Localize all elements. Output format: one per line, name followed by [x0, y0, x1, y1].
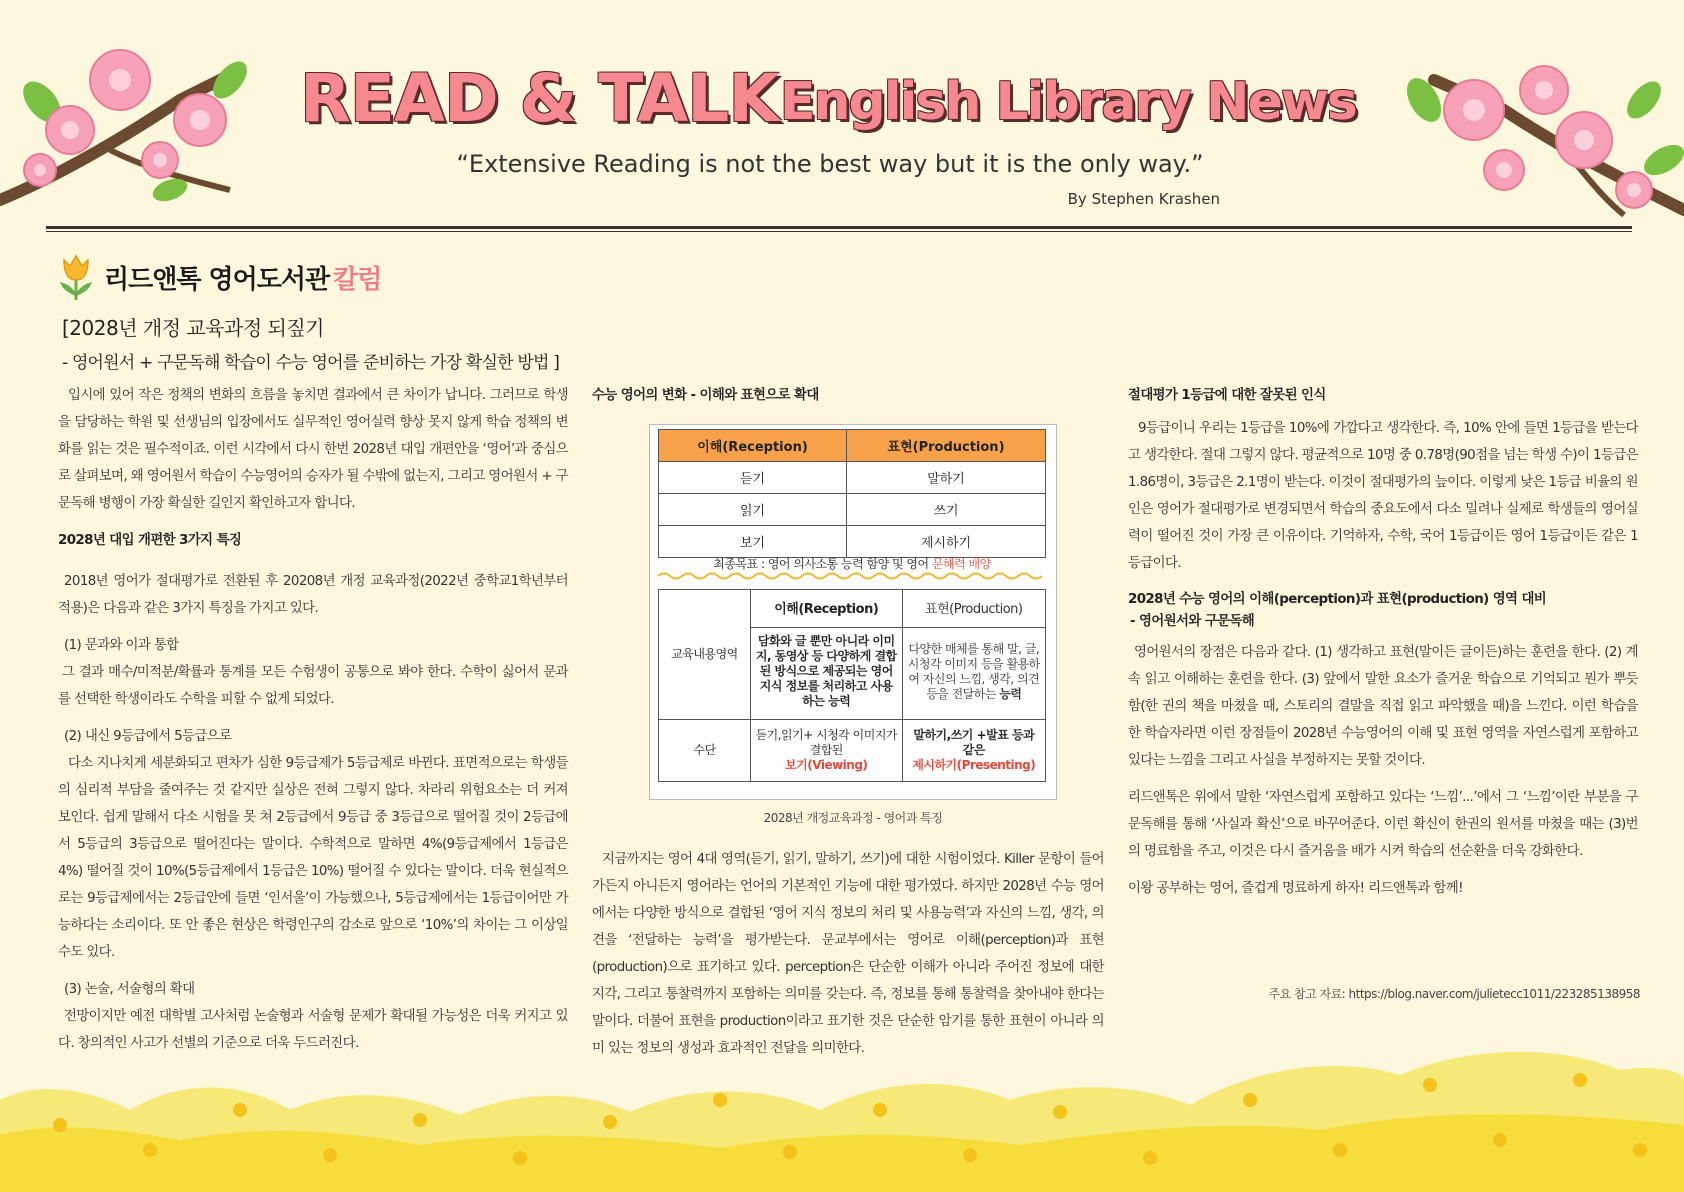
paragraph: 2018년 영어가 절대평가로 전환된 후 20208년 개정 교육과정(2022년 중학교1학년부터 적용)은 다음과 같은 3가지 특징을 가지고 있다. — [58, 574, 568, 616]
article-title: [2028년 개정 교육과정 되짚기 — [62, 316, 324, 340]
section-heading: 2028년 수능 영어의 이해(perception)과 표현(production) 영역 대비 — [1128, 592, 1547, 607]
reception-head: 이해(Reception) — [751, 590, 903, 628]
article-subtitle: - 영어원서 + 구문독해 학습이 수능 영어를 준비하는 가장 확실한 방법 ] — [62, 353, 560, 373]
skills-table — [658, 429, 1046, 558]
title-sub: English Library News — [780, 72, 1356, 132]
paragraph: 이왕 공부하는 영어, 즐겁게 명료하게 하자! 리드앤톡과 함께! — [1128, 881, 1463, 896]
article-intro: 입시에 있어 작은 정책의 변화의 흐름을 놓치면 결과에서 큰 차이가 납니다. 그러므로 학생을 담당하는 학원 및 선생님의 입장에서도 실무적인 영어실력 향상 못지 않게 학습 정책의 변화를 읽는 것은 필수적이죠. 이런 시각에서 다시 한번 2028년 대입 개편안을 ‘영어’과 중심으로 살펴보며, 왜 영어원서 학습이 수능영어의 승자가 될 수밖에 없는지, 그리고 영어원서 + 구문독해 병행이 가장 확실한 길인지 확인하고자 합니다. — [58, 388, 568, 511]
section-heading: 2028년 대입 개편한 3가지 특징 — [58, 533, 242, 548]
item-heading: (3) 논술, 서술형의 확대 — [64, 982, 195, 997]
reception-means — [751, 720, 903, 782]
title-main: READ & TALK — [300, 60, 779, 137]
table-header: 이해(Reception) — [659, 430, 847, 462]
table-cell: 보기 — [659, 526, 847, 558]
reception-means-text: 듣기,읽기+ 시청각 이미지가 결합된 — [755, 728, 898, 757]
reception-means-highlight: 보기(Viewing) — [785, 758, 868, 772]
section-heading: 수능 영어의 변화 - 이해와 표현으로 확대 — [592, 388, 819, 403]
section-heading: 절대평가 1등급에 대한 잘못된 인식 — [1128, 388, 1326, 403]
row-label: 교육내용영역 — [659, 590, 751, 720]
forsythia-bushes — [0, 1040, 1684, 1192]
paragraph: 지금까지는 영어 4대 영역(듣기, 읽기, 말하기, 쓰기)에 대한 시험이었다. Killer 문항이 들어가든지 아니든지 영어라는 언어의 기본적인 기능에 대한 평가였다. 하지만 2028년 수능 영어에서는 다양한 방식으로 결합된 ‘영어 지식 정보의 처리 및 사용능력’과 자신의 느낌, 생각, 의견을 ‘전달하는 능력’을 평가받는다. 문교부에서는 영어로 이해(perception)과 표현(production)으로 표기하고 있다. perception은 단순한 이해가 아니라 주어진 정보에 대한 지각, 그리고 통찰력까지 포함하는 의미를 갖는다. 즉, 정보를 통해 통찰력을 찾아내야 한다는 말이다. 더불어 표현을 production이라고 표기한 것은 단순한 암기를 통한 표현이 아니라 의미 있는 정보의 생성과 효과적인 전달을 의미한다. — [592, 852, 1104, 1056]
production-means-text: 말하기,쓰기 +발표 등과 같은 — [913, 728, 1035, 757]
table-cell: 제시하기 — [847, 526, 1046, 558]
column-1 — [58, 382, 568, 1057]
column-2 — [592, 382, 1104, 409]
paragraph: 9등급이니 우리는 1등급을 10%에 가깝다고 생각한다. 즉, 10% 안에 들면 1등급을 받는다고 생각한다. 절대 그렇지 않다. 평균적으로 10명 중 0.78명(90점을 넘는 학생 수)이 1등급은 1.86명이, 3등급은 2.1명이 받는다. 이것이 절대평가의 늪이다. 이렇게 낮은 1등급 비율의 원인은 영어가 절대평가로 변경되면서 학습의 중요도에서 다소 밀려나 실제로 학생들의 영어실력이 떨어진 것이 가장 큰 이유이다. 기억하자, 수학, 국어 1등급이든 영어 1등급이든 같은 1등급이다. — [1128, 421, 1638, 571]
final-goal-text: 최종목표 : 영어 의사소통 능력 함양 및 영어 — [713, 557, 932, 571]
column-heading-label: 리드앤톡 영어도서관 — [104, 264, 330, 295]
table-cell: 듣기 — [659, 462, 847, 494]
column-3 — [1128, 382, 1638, 902]
production-body-text: 다양한 매체를 통해 말, 글,시청각 이미지 등을 활용하여 자신의 느낌, 생각, 의견 등을 전달하는 — [907, 641, 1040, 701]
header-divider — [46, 226, 1632, 229]
quote-author: By Stephen Krashen — [1067, 190, 1220, 208]
content-table — [658, 589, 1046, 782]
paragraph: 그 결과 매수/미적분/확률과 통계를 모든 수험생이 공통으로 봐야 한다. 수학이 싫어서 문과를 선택한 학생이라도 수학을 피할 수 없게 되었다. — [58, 665, 568, 707]
production-body-bold: 능력 — [999, 686, 1022, 701]
production-head: 표현(Production) — [902, 590, 1045, 628]
column-heading-accent: 칼럼 — [333, 264, 382, 295]
production-body — [902, 628, 1045, 720]
row-label: 수단 — [659, 720, 751, 782]
final-goal — [658, 555, 1046, 572]
newsletter-title — [300, 60, 1400, 140]
cherry-blossom-branch-right — [1394, 40, 1684, 230]
item-heading: (2) 내신 9등급에서 5등급으로 — [64, 729, 232, 744]
final-goal-highlight: 문해력 배양 — [931, 557, 991, 571]
table-cell: 읽기 — [659, 494, 847, 526]
paragraph: 전망이지만 예전 대학별 고사처럼 논술형과 서술형 문제가 확대될 가능성은 더욱 커지고 있다. 창의적인 사고가 선별의 기준으로 더욱 두드러진다. — [58, 1009, 568, 1051]
table-header: 표현(Production) — [847, 430, 1046, 462]
table-cell: 말하기 — [847, 462, 1046, 494]
header-divider-thin — [46, 231, 1632, 232]
column-heading — [56, 252, 381, 302]
curriculum-figure — [649, 424, 1057, 800]
paragraph: 다소 지나치게 세분화되고 편차가 심한 9등급제가 5등급제로 바뀐다. 표면적으로는 학생들의 심리적 부담을 줄여주는 것 같지만 실상은 전혀 그렇지 않다. 차라리 위험요소는 더 커져 보인다. 쉽게 말해서 다소 시험을 못 쳐 2등급에서 9등급 중 3등급으로 떨어질 것이 2등급에서 5등급의 3등급으로 떨어진다는 말이다. 수학적으로 말하면 4%(9등급제에서 1등급은 4%) 떨어질 것이 10%(5등급제에서 1등급은 10%) 떨어질 수 있다는 말이다. 더욱 현실적으로는 9등급제에서는 2등급안에 들면 ‘인서울’이 가능했으나, 5등급제에서는 1등급이어만 가능하다는 소리이다. 또 안 좋은 현상은 학령인구의 감소로 앞으로 ‘10%’의 차이는 그 이상일 수도 있다. — [58, 756, 568, 960]
paragraph: 리드앤톡은 위에서 말한 ‘자연스럽게 포함하고 있다는 ‘느낌’...’에서 그 ‘느낌’이란 부분을 구문독해를 통해 ‘사실과 확신’으로 바꾸어준다. 이런 확신이 한권의 원서를 마쳤을 때는 (3)번의 명료함을 주고, 이것은 다시 즐거움을 배가 시켜 학습의 선순환을 더욱 강화한다. — [1128, 790, 1638, 859]
quote: “Extensive Reading is not the best way but it is the only way.” — [456, 150, 1204, 178]
figure-caption: 2028년 개정교육과정 - 영어과 특징 — [763, 811, 943, 825]
tulip-icon — [56, 252, 96, 302]
production-means — [902, 720, 1045, 782]
column-2-body — [592, 846, 1104, 1062]
table-cell: 쓰기 — [847, 494, 1046, 526]
reference-note: 주요 참고 자료: https://blog.naver.com/julietecc1011/223285138958 — [1268, 987, 1640, 1001]
reception-body: 담화와 글 뿐만 아니라 이미지, 동영상 등 다양하게 결합된 방식으로 제공되는 영어 지식 정보를 처리하고 사용하는 능력 — [751, 628, 903, 720]
paragraph: 영어원서의 장점은 다음과 같다. (1) 생각하고 표현(말이든 글이든)하는 훈련을 한다. (2) 계속 읽고 이해하는 훈련을 한다. (3) 앞에서 말한 요소가 즐거운 학습으로 기억되고 뭔가 뿌듯함(한 권의 책을 마쳤을 때, 스토리의 결말을 직접 읽고 파악했을 때)을 느낀다. 이런 학습을 한 학습자라면 이런 장점들이 2028년 수능영어의 이해 및 표현 영역을 자연스럽게 포함하고 있다는 느낌을 그리고 사실을 부정하지는 못할 것이다. — [1128, 645, 1638, 768]
cherry-blossom-branch-left — [0, 40, 250, 210]
section-subheading: - 영어원서와 구문독해 — [1130, 614, 1255, 629]
production-means-highlight: 제시하기(Presenting) — [912, 758, 1036, 772]
item-heading: (1) 문과와 이과 통합 — [64, 638, 179, 653]
wavy-divider — [658, 571, 1046, 581]
